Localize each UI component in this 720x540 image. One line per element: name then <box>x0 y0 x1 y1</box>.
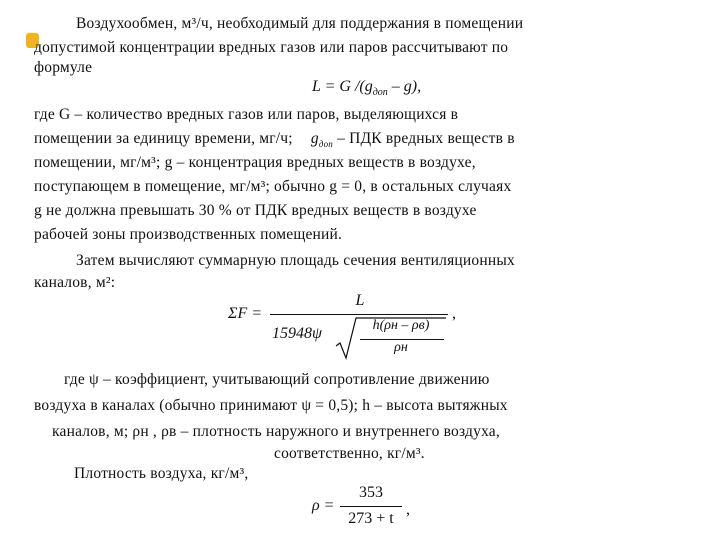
paragraph-4-line-4: соответственно, кг/м³. <box>274 445 425 462</box>
paragraph-4-line-3: каналов, м; ρн , ρв – плотность наружного и внутреннего воздуха, <box>52 423 500 440</box>
paragraph-2-line-6: рабочей зоны производственных помещений. <box>34 226 343 243</box>
formula-2-trailing: , <box>452 305 456 322</box>
formula-2-numerator: L <box>355 292 365 309</box>
paragraph-2-line-1: где G – количество вредных газов или паров, выделяющихся в <box>34 106 459 123</box>
paragraph-4-line-2: воздуха в каналах (обычно принимают ψ = 0,5); h – высота вытяжных <box>34 397 508 414</box>
paragraph-2-line-5: g не должна превышать 30 % от ПДК вредных веществ в воздухе <box>34 202 477 219</box>
paragraph-1-line-1: Воздухообмен, м³/ч, необходимый для поддержания в помещении <box>76 15 524 32</box>
paragraph-1-line-2: допустимой концентрации вредных газов или паров рассчитывают по <box>34 39 509 56</box>
paragraph-5-line-1: Плотность воздуха, кг/м³, <box>74 465 249 482</box>
formula-3-numerator: 353 <box>359 484 383 501</box>
formula-2-lhs: ΣF = <box>228 305 263 322</box>
paragraph-2-g-symbol: g <box>310 130 319 147</box>
paragraph-2-line-4: поступающем в помещение, мг/м³; обычно g = 0, в остальных случаях <box>34 178 512 195</box>
formula-1-rhs: – g), <box>387 78 422 95</box>
formula-3-lhs: ρ = <box>312 497 335 514</box>
formula-1-lhs: L = G /(g <box>312 78 373 95</box>
formula-3-fraction-bar <box>340 506 402 507</box>
paragraph-3-line-2: каналов, м²: <box>34 274 116 291</box>
formula-2-inner-denominator: ρн <box>394 340 408 355</box>
formula-2-fraction-bar <box>270 314 448 315</box>
paragraph-2-g-subscript: доп <box>318 139 333 150</box>
formula-2-inner-numerator: h(ρн – ρв) <box>372 318 430 333</box>
formula-air-exchange <box>312 78 421 98</box>
paragraph-3-line-1: Затем вычисляют суммарную площадь сечения вентиляционных <box>76 252 515 269</box>
formula-1-subscript: доп <box>372 87 388 99</box>
formula-3-trailing: , <box>406 501 410 518</box>
paragraph-2-line-3: помещении, мг/м³; g – концентрация вредных веществ в воздухе, <box>34 154 476 171</box>
paragraph-1-line-3: формуле <box>34 59 93 76</box>
paragraph-4-line-1: где ψ – коэффициент, учитывающий сопротивление движению <box>64 371 490 388</box>
formula-3-denominator: 273 + t <box>348 510 394 527</box>
formula-2-denom-coef: 15948ψ <box>272 325 322 342</box>
paragraph-2-line-2d: – ПДК вредных веществ в <box>333 130 515 147</box>
paragraph-2-line-2a: помещении за единицу времени, мг/ч; <box>34 130 293 147</box>
